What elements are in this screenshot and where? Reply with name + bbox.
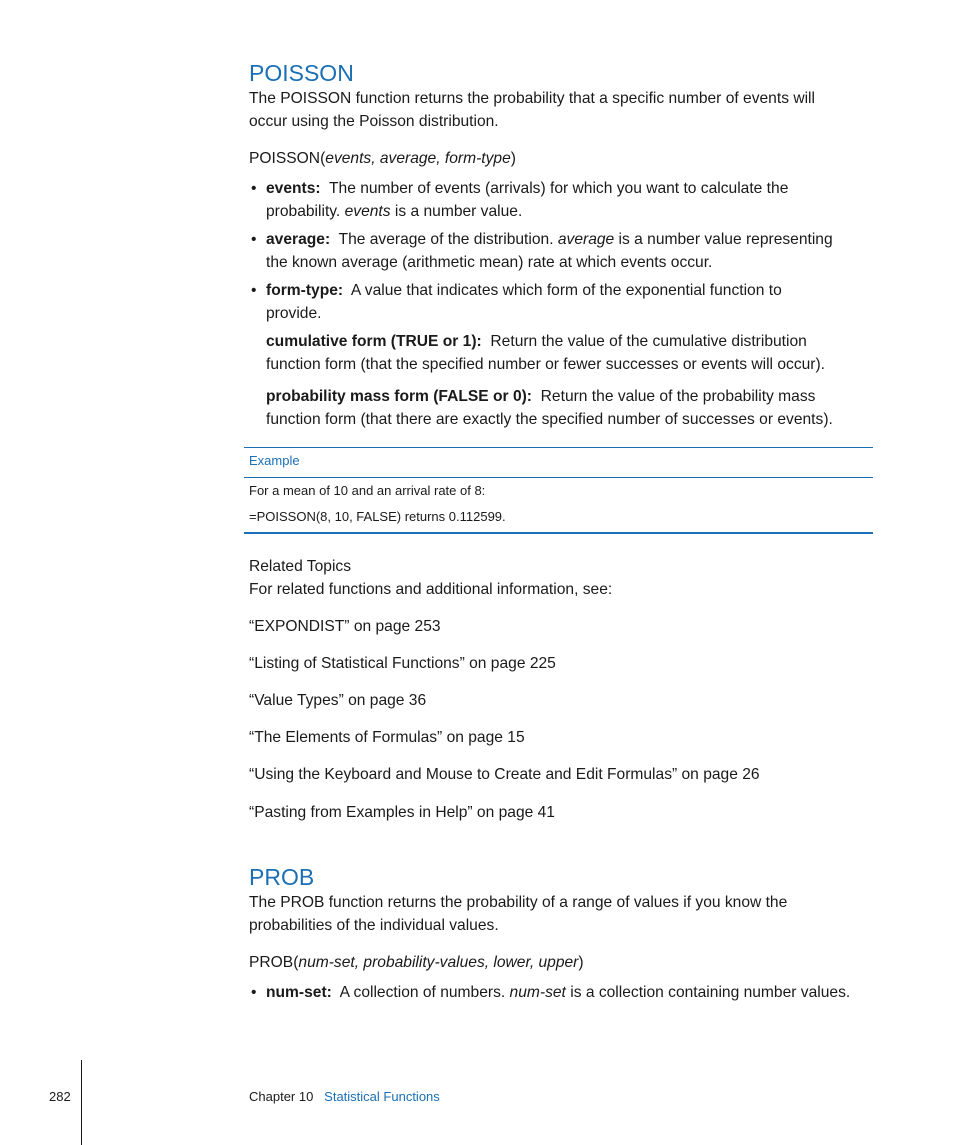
example-line: =POISSON(8, 10, FALSE) returns 0.112599. <box>249 509 506 524</box>
bullet-dot: • <box>251 231 257 248</box>
footer-chapter <box>249 1089 440 1104</box>
related-link[interactable]: “Pasting from Examples in Help” on page 41 <box>249 804 555 821</box>
option-text: Return the value of the probability mass <box>540 388 816 405</box>
related-link[interactable]: “Value Types” on page 36 <box>249 692 427 709</box>
bullet-text: The number of events (arrivals) for which you want to calculate the <box>329 180 789 197</box>
bullet-text: A collection of numbers. <box>339 984 510 1001</box>
poisson-intro <box>249 87 815 133</box>
option-term: cumulative form (TRUE or 1): <box>266 333 482 350</box>
example-label: Example <box>249 453 300 468</box>
bullet-dot: • <box>251 984 257 1001</box>
bullet-text: the known average (arithmetic mean) rate at which events occur. <box>266 254 713 271</box>
related-heading: Related Topics <box>249 558 351 575</box>
bullet-dot: • <box>251 180 257 197</box>
option-text: function form (that the specified number or fewer successes or events will occur). <box>266 356 826 373</box>
prob-intro-line: probabilities of the individual values. <box>249 917 499 934</box>
bullet-text: is a number value. <box>390 203 523 220</box>
bullet-arg: average <box>557 231 615 248</box>
example-top-rule <box>244 447 873 448</box>
syntax-arguments: events, average, form-type <box>325 150 511 167</box>
bullet-term: average: <box>266 231 331 248</box>
syntax-function-name: PROB <box>249 954 294 971</box>
poisson-intro-line: The POISSON function returns the probability that a specific number of events will <box>249 90 815 107</box>
page-number: 282 <box>49 1089 71 1104</box>
bullet-text: is a number value representing <box>614 231 833 248</box>
poisson-heading: POISSON <box>249 60 354 86</box>
chapter-title[interactable]: Statistical Functions <box>324 1089 440 1104</box>
related-link[interactable]: “The Elements of Formulas” on page 15 <box>249 729 525 746</box>
option-text: Return the value of the cumulative distribution <box>490 333 807 350</box>
bullet-dot: • <box>251 282 257 299</box>
bullet-term: num-set: <box>266 984 332 1001</box>
prob-syntax: PROB(num-set, probability-values, lower, upper) <box>249 954 584 971</box>
example-mid-rule <box>244 477 873 478</box>
syntax-arguments: num-set, probability-values, lower, upper <box>298 954 579 971</box>
chapter-number: Chapter 10 <box>249 1089 314 1104</box>
prob-intro <box>249 891 787 937</box>
prob-heading: PROB <box>249 864 315 890</box>
example-line: For a mean of 10 and an arrival rate of 8: <box>249 483 486 498</box>
bullet-term: events: <box>266 180 321 197</box>
bullet-text: provide. <box>266 305 322 322</box>
prob-intro-line: The PROB function returns the probability of a range of values if you know the <box>249 894 788 911</box>
bullet-text: The average of the distribution. <box>338 231 558 248</box>
bullet-average <box>266 228 866 274</box>
option-probability-mass <box>266 385 866 431</box>
option-cumulative <box>266 330 866 376</box>
bullet-events <box>266 177 866 223</box>
poisson-syntax: POISSON(events, average, form-type) <box>249 150 516 167</box>
related-link[interactable]: “Listing of Statistical Functions” on page 225 <box>249 655 556 672</box>
bullet-text: A value that indicates which form of the exponential function to <box>350 282 782 299</box>
bullet-term: form-type: <box>266 282 344 299</box>
related-link[interactable]: “EXPONDIST” on page 253 <box>249 618 441 635</box>
poisson-intro-line: occur using the Poisson distribution. <box>249 113 499 130</box>
example-bottom-rule <box>244 532 873 534</box>
related-link[interactable]: “Using the Keyboard and Mouse to Create and Edit Formulas” on page 26 <box>249 766 760 783</box>
option-text: function form (that there are exactly the specified number of successes or events). <box>266 411 833 428</box>
bullet-text: is a collection containing number values. <box>565 984 851 1001</box>
option-term: probability mass form (FALSE or 0): <box>266 388 532 405</box>
bullet-arg: num-set <box>509 984 566 1001</box>
bullet-form-type <box>266 279 866 325</box>
syntax-function-name: POISSON <box>249 150 321 167</box>
bullet-num-set <box>266 981 886 1004</box>
bullet-arg: events <box>344 203 391 220</box>
footer-divider <box>81 1060 82 1145</box>
bullet-text: probability. <box>266 203 345 220</box>
related-intro: For related functions and additional information, see: <box>249 581 613 598</box>
